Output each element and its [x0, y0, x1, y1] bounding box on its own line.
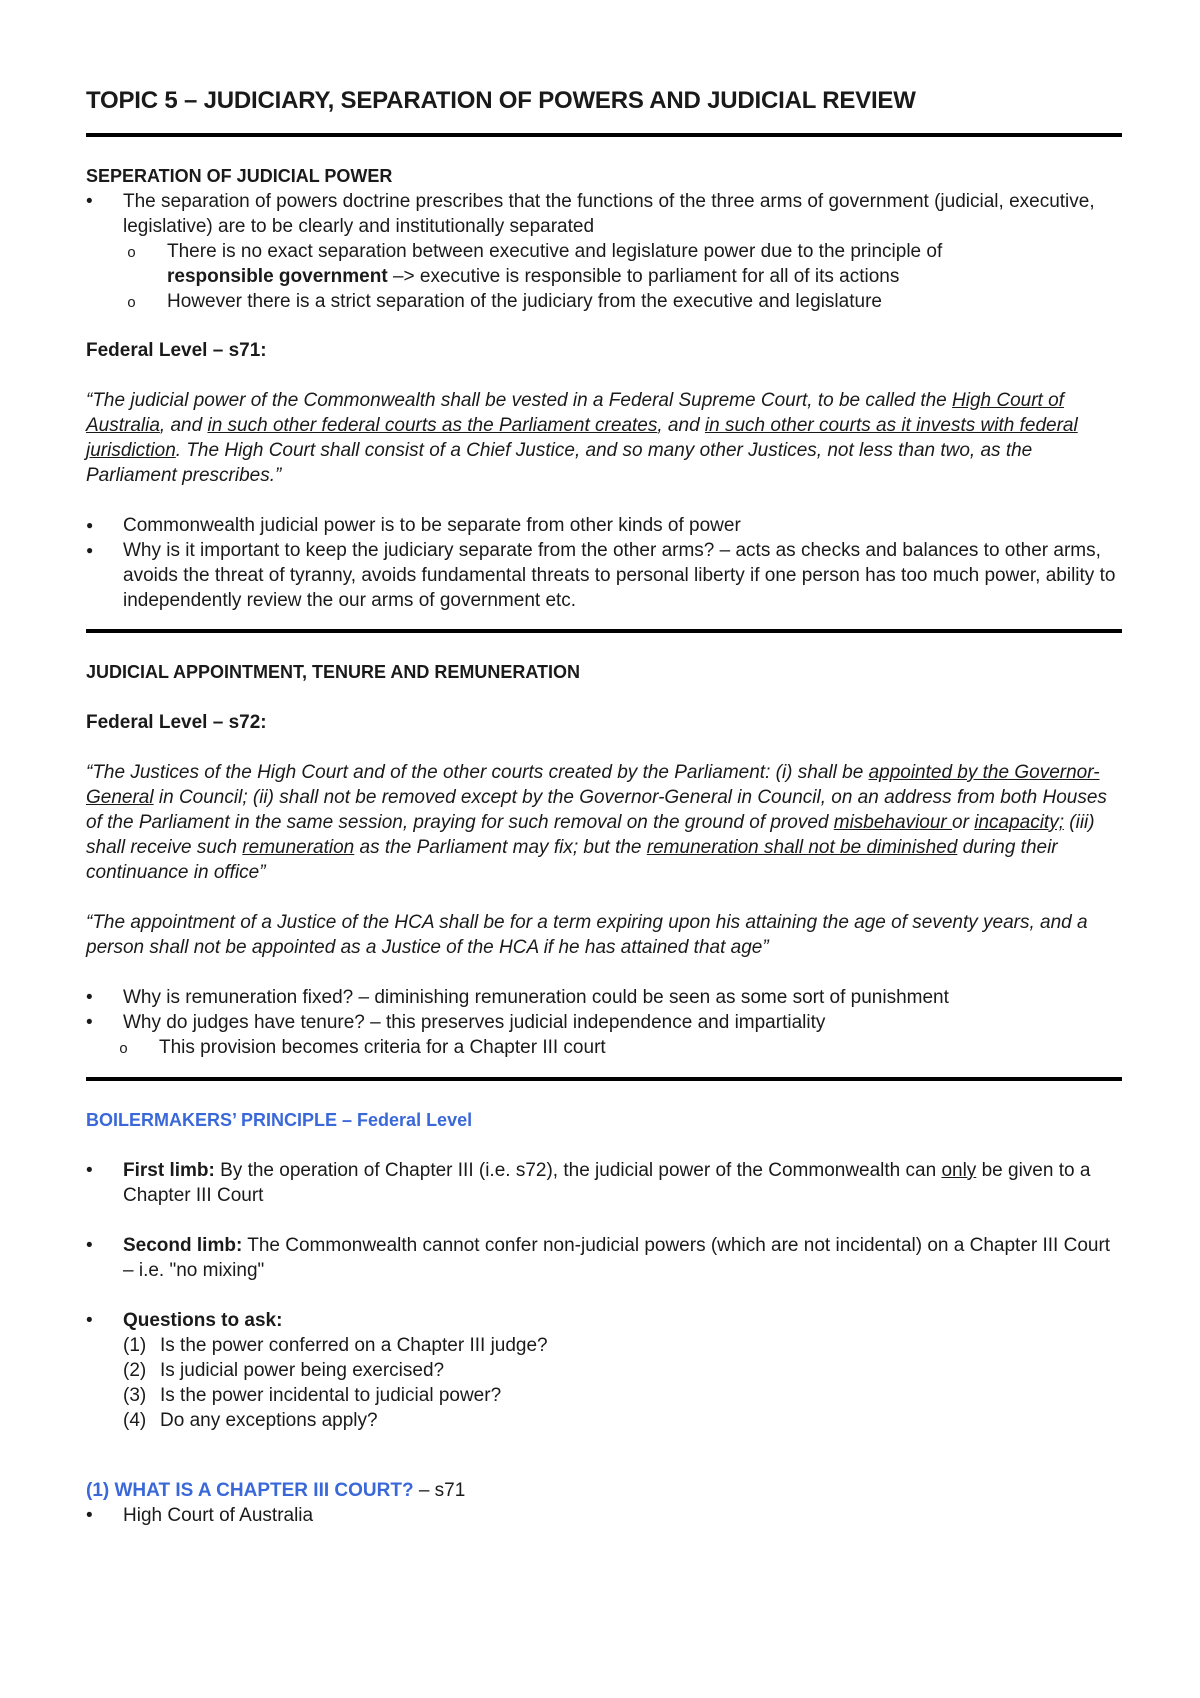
question-item — [123, 1408, 1122, 1433]
list-item-text: Why is it important to keep the judiciary separate from the other arms? – acts as checks and balances to other arms, avoids the threat of tyranny, avoids fundamental threats to personal liberty if one person has too much power, ability to independently review the our arms of government etc. — [123, 540, 1116, 611]
list-item-text: Why do judges have tenure? – this preserves judicial independence and impartiality — [123, 1012, 826, 1033]
list-item-text: Commonwealth judicial power is to be separate from other kinds of power — [123, 515, 741, 536]
question-number: (1) — [123, 1335, 147, 1356]
quote-text: , and — [159, 415, 208, 436]
questions-list — [86, 1333, 1122, 1433]
quote-text: in Council; (ii) shall not be removed except by the Governor-General in Council, on an address from both Houses of the Parliament in the same session, praying for such removal on the ground of proved — [86, 787, 1107, 833]
limb-label: First limb: — [123, 1160, 215, 1181]
section-heading-chapter-iii — [86, 1478, 1122, 1503]
bullet-list — [86, 1158, 1122, 1208]
quote-s71 — [86, 388, 1122, 488]
sub-list-item — [115, 1035, 1122, 1060]
heading-text: (1) WHAT IS A CHAPTER III COURT? — [86, 1480, 414, 1501]
list-item — [86, 1503, 1122, 1528]
quote-text: “The Justices of the High Court and of the other courts created by the Parliament: (i) shall be — [86, 762, 869, 783]
quote-text: (iii) shall receive such — [86, 812, 1095, 858]
list-item-text: High Court of Australia — [123, 1505, 314, 1526]
sub-list-text: There is no exact separation between executive and legislature power due to the principle of — [167, 241, 943, 262]
quote-text: “The judicial power of the Commonwealth shall be vested in a Federal Supreme Court, to be called the — [86, 390, 953, 411]
question-text: Is judicial power being exercised? — [160, 1360, 445, 1381]
sub-bullet-list — [115, 1035, 1122, 1060]
quote-underlined: misbehaviour — [833, 812, 953, 833]
list-item-second-limb — [86, 1233, 1122, 1283]
question-text: Do any exceptions apply? — [160, 1410, 378, 1431]
quote-appointment-term: “The appointment of a Justice of the HCA shall be for a term expiring upon his attaining the age of seventy years, and a person shall not be appointed as a Justice of the HCA if he has attained that age” — [86, 912, 1088, 958]
federal-level-s71: Federal Level – s71: — [86, 340, 267, 361]
quote-underlined: remuneration — [242, 837, 355, 858]
quote-underlined: remuneration shall not be diminished — [646, 837, 958, 858]
list-item — [86, 1010, 1122, 1060]
section-heading-separation: SEPERATION OF JUDICIAL POWER — [86, 166, 393, 186]
quote-s72 — [86, 760, 1122, 885]
quote-text: as the Parliament may fix; but the — [354, 837, 647, 858]
underlined-text: only — [941, 1160, 977, 1181]
question-item — [123, 1333, 1122, 1358]
sub-list-text: –> executive is responsible to parliament for all of its actions — [387, 266, 900, 287]
section-heading-appointment: JUDICIAL APPOINTMENT, TENURE AND REMUNERATION — [86, 662, 581, 682]
questions-label: Questions to ask: — [123, 1310, 283, 1331]
list-item-text: By the operation of Chapter III (i.e. s72), the judicial power of the Commonwealth can — [214, 1160, 942, 1181]
quote-text: during their continuance in office” — [86, 837, 1058, 883]
quote-underlined: in such other federal courts as the Parliament creates — [207, 415, 658, 436]
heading-suffix: – s71 — [413, 1480, 466, 1501]
question-text: Is the power conferred on a Chapter III judge? — [160, 1335, 548, 1356]
section-heading-boilermakers: BOILERMAKERS’ PRINCIPLE – Federal Level — [86, 1110, 473, 1130]
list-item-text: The Commonwealth cannot confer non-judicial powers (which are not incidental) on a Chapter III Court – i.e. "no mixing" — [123, 1235, 1111, 1281]
document-content — [86, 86, 1122, 1528]
list-item-questions — [86, 1308, 1122, 1333]
bullet-list — [86, 1308, 1122, 1333]
list-item-text: The separation of powers doctrine prescribes that the functions of the three arms of government (judicial, executive, legislative) are to be clearly and institutionally separated — [123, 191, 1095, 237]
list-item — [86, 985, 1122, 1010]
quote-underlined: incapacity; — [974, 812, 1064, 833]
question-item — [123, 1383, 1122, 1408]
quote-underlined: High Court of Australia — [86, 390, 1064, 436]
bullet-list — [86, 1503, 1122, 1528]
question-text: Is the power incidental to judicial power? — [160, 1385, 502, 1406]
question-number: (4) — [123, 1410, 147, 1431]
list-item — [86, 513, 1122, 538]
list-item-text: be given to a Chapter III Court — [123, 1160, 1091, 1206]
list-item — [86, 538, 1122, 613]
quote-text: , and — [657, 415, 705, 436]
sub-list-text: This provision becomes criteria for a Chapter III court — [159, 1037, 606, 1058]
quote-underlined: appointed by the Governor-General — [86, 762, 1100, 808]
bold-term: responsible government — [167, 266, 388, 287]
quote-text: or — [952, 812, 975, 833]
bullet-list — [86, 1233, 1122, 1283]
bullet-list — [86, 189, 1122, 314]
list-item — [86, 189, 1122, 314]
bullet-list — [86, 513, 1122, 613]
sub-list-text: However there is a strict separation of the judiciary from the executive and legislature — [167, 291, 882, 312]
limb-label: Second limb: — [123, 1235, 243, 1256]
sub-bullet-list — [123, 239, 1122, 314]
quote-underlined: in such other courts as it invests with federal jurisdiction — [86, 415, 1078, 461]
quote-text: . The High Court shall consist of a Chief Justice, and so many other Justices, not less than two, as the Parliament prescribes.” — [86, 440, 1033, 486]
question-number: (3) — [123, 1385, 147, 1406]
federal-level-s72: Federal Level – s72: — [86, 712, 267, 733]
sub-list-item — [123, 239, 1122, 289]
bullet-list — [86, 985, 1122, 1060]
page-title: TOPIC 5 – JUDICIARY, SEPARATION OF POWERS AND JUDICIAL REVIEW — [86, 87, 916, 114]
question-number: (2) — [123, 1360, 147, 1381]
question-item — [123, 1358, 1122, 1383]
list-item-text: Why is remuneration fixed? – diminishing remuneration could be seen as some sort of punishment — [123, 987, 949, 1008]
sub-list-item — [123, 289, 1122, 314]
list-item-first-limb — [86, 1158, 1122, 1208]
